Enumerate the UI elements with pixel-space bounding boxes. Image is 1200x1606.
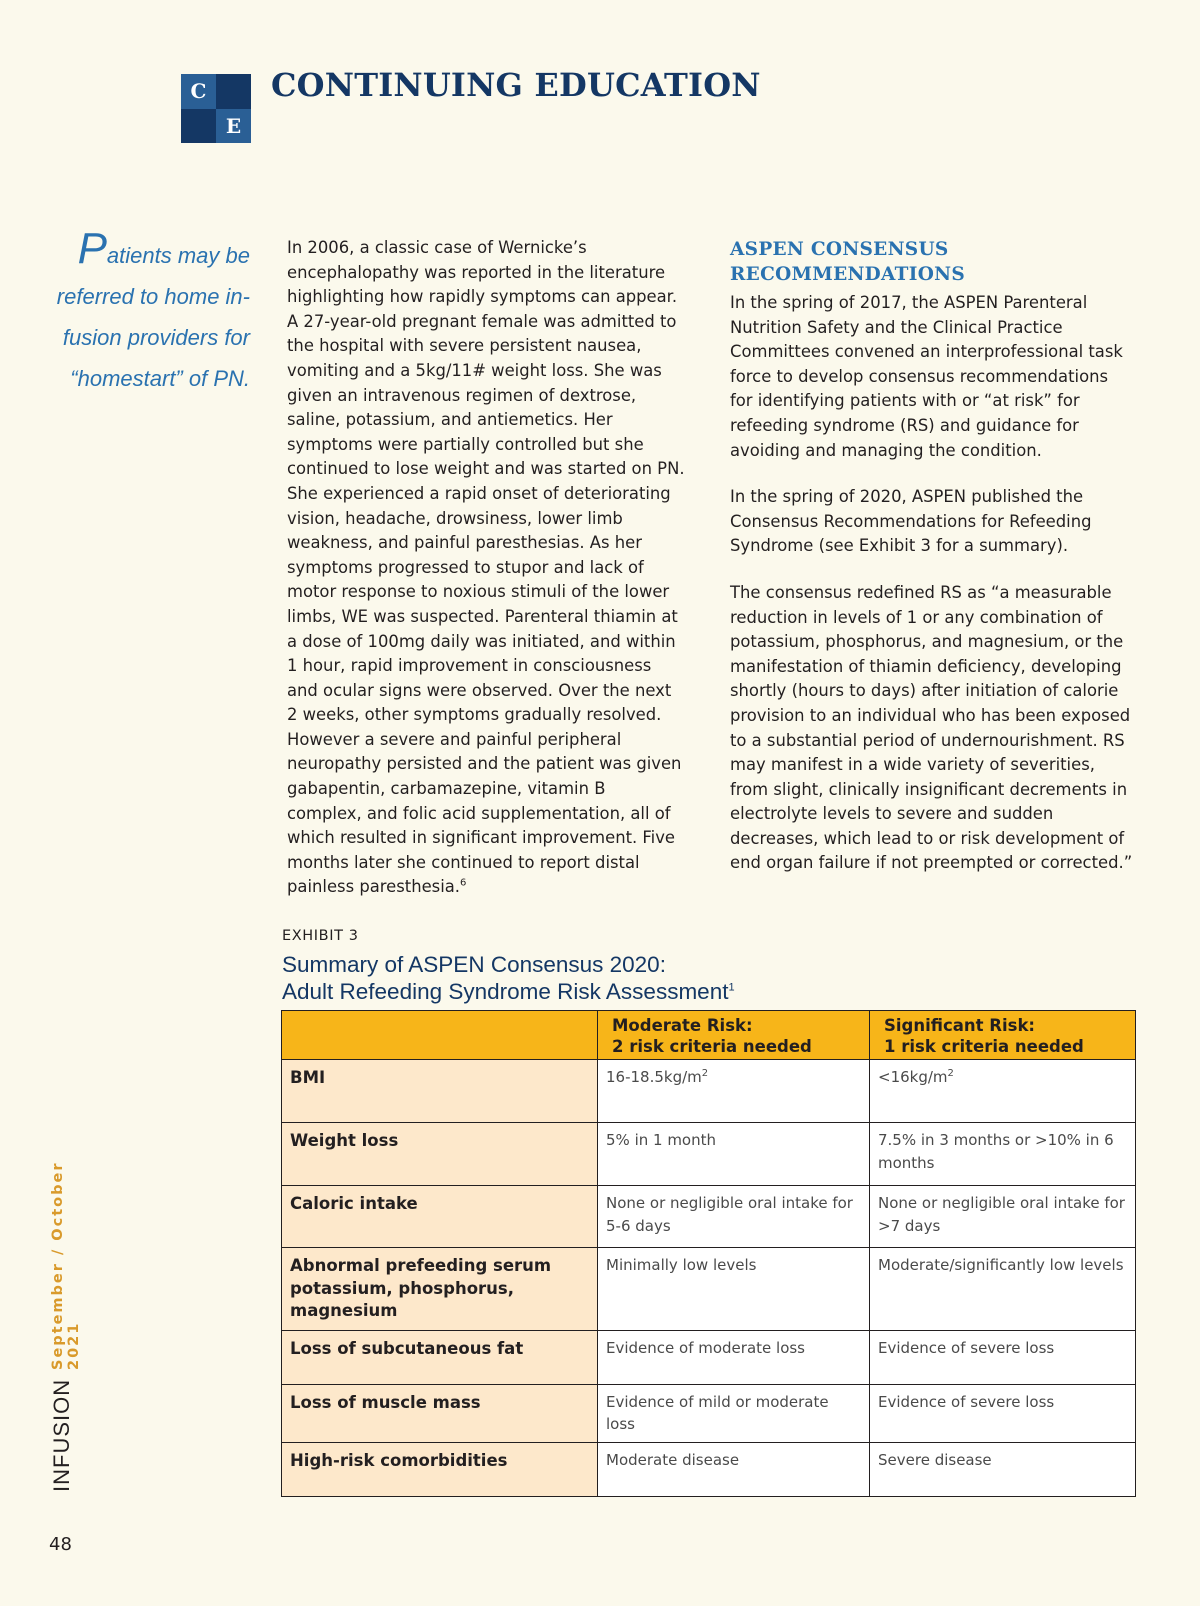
section-heading: ASPEN CONSENSUS RECOMMENDATIONS <box>730 239 965 285</box>
case-report-text: In 2006, a classic case of Wernicke’s encephalopathy was reported in the literature highlighting how rapidly symptoms can appear. A 27-year-old pregnant female was admitted to the hospital with severe persistent nausea, vomiting and a 5kg/11# weight loss. She was given an intravenous regimen of dextrose, saline, potassium, and antiemetics. Her symptoms were partially controlled but she continued to lose weight and was started on PN. She experienced a rapid onset of deteriorating vision, headache, drowsiness, lower limb weakness, and painful paresthesias. As her symptoms progressed to stupor and lack of motor response to noxious stimuli of the lower limbs, WE was suspected. Parenteral thiamin at a dose of 100mg daily was initiated, and within 1 hour, rapid improvement in consciousness and ocular signs were observed. Over the next 2 weeks, other symptoms gradually resolved. However a severe and painful peripheral neuropathy persisted and the patient was given gabapentin, carbamazepine, vitamin B complex, and folic acid supplementation, all of which resulted in significant improvement. Five months later she continued to report distal painless paresthesia. <box>287 238 685 897</box>
header-significant-subtitle: 1 risk criteria needed <box>884 1037 1084 1056</box>
logo-letter-c: C <box>181 74 216 109</box>
table-row <box>282 1330 1136 1384</box>
logo-letter-e: E <box>216 109 251 144</box>
ce-logo <box>181 74 251 143</box>
exhibit-title-line2: Adult Refeeding Syndrome Risk Assessment <box>282 979 729 1004</box>
right-column <box>730 238 1135 876</box>
significant-cell: None or negligible oral intake for >7 days <box>870 1186 1136 1248</box>
issue-date: September / October 2021 <box>50 1161 82 1370</box>
body-paragraph <box>287 236 685 900</box>
table-row <box>282 1248 1136 1331</box>
moderate-cell: 5% in 1 month <box>598 1123 870 1186</box>
page-number: 48 <box>49 1534 72 1555</box>
body-paragraph: The consensus redefined RS as “a measurable reduction in levels of 1 or any combination of potassium, phosphorus, and magnesium, or the manifestation of thiamin deficiency, developing shortly (hours to days) after initiation of calorie provision to an individual who has been exposed to a substantial period of undernourishment. RS may manifest in a wide variety of severities, from slight, clinically insignificant decrements in electrolyte levels to severe and sudden decreases, which lead to or risk development of end organ failure if not preempted or corrected.” <box>730 582 1133 873</box>
logo-square <box>216 74 251 109</box>
table-row <box>282 1186 1136 1248</box>
criterion-cell: Loss of muscle mass <box>282 1384 598 1442</box>
moderate-cell <box>598 1060 870 1123</box>
exhibit-label: EXHIBIT 3 <box>282 928 359 944</box>
table-row <box>282 1442 1136 1496</box>
header-moderate-subtitle: 2 risk criteria needed <box>612 1037 812 1056</box>
moderate-cell: Evidence of mild or moderate loss <box>598 1384 870 1442</box>
pull-quote-drop-cap: P <box>77 224 107 273</box>
significant-cell <box>870 1060 1136 1123</box>
table-row <box>282 1060 1136 1123</box>
logo-square <box>181 109 216 144</box>
criterion-cell: BMI <box>282 1060 598 1123</box>
significant-cell: Evidence of severe loss <box>870 1384 1136 1442</box>
header-significant-title: Significant Risk: <box>884 1016 1036 1035</box>
criterion-cell: Caloric intake <box>282 1186 598 1248</box>
footnote-ref: 1 <box>728 981 735 994</box>
header-moderate-title: Moderate Risk: <box>612 1016 753 1035</box>
moderate-cell: Moderate disease <box>598 1442 870 1496</box>
page-title: CONTINUING EDUCATION <box>271 66 761 104</box>
significant-cell: Moderate/significantly low levels <box>870 1248 1136 1331</box>
left-column <box>287 236 685 900</box>
moderate-cell: None or negligible oral intake for 5-6 days <box>598 1186 870 1248</box>
criterion-cell: Weight loss <box>282 1123 598 1186</box>
moderate-cell: Minimally low levels <box>598 1248 870 1331</box>
moderate-cell: Evidence of moderate loss <box>598 1330 870 1384</box>
table-row <box>282 1384 1136 1442</box>
criterion-cell: Abnormal prefeeding serum potassium, phosphorus, magnesium <box>282 1248 598 1331</box>
table-header-row <box>282 1011 1136 1060</box>
header-criterion <box>282 1011 598 1060</box>
criterion-cell: High-risk comorbidities <box>282 1442 598 1496</box>
header-significant-risk <box>870 1011 1136 1060</box>
infusion-logo: INFUSION <box>49 1378 74 1492</box>
pull-quote <box>40 224 250 399</box>
exhibit-title <box>282 951 735 1005</box>
significant-cell: 7.5% in 3 months or >10% in 6 months <box>870 1123 1136 1186</box>
footnote-ref: 6 <box>460 877 467 889</box>
body-paragraph: In the spring of 2017, the ASPEN Parenteral Nutrition Safety and the Clinical Practice Committees convened an interprofessional task force to develop consensus recommendations for identifying patients with or “at risk” for refeeding syndrome (RS) and guidance for avoiding and managing the condition. <box>730 293 1123 460</box>
exhibit-title-line1: Summary of ASPEN Consensus 2020: <box>282 952 666 977</box>
significant-value: <16kg/m <box>878 1068 948 1086</box>
table-row <box>282 1123 1136 1186</box>
pull-quote-text: atients may be referred to home in-fusion providers for “homestart” of PN. <box>56 243 250 391</box>
body-paragraph: In the spring of 2020, ASPEN published the Consensus Recommendations for Refeeding Syndrome (see Exhibit 3 for a summary). <box>730 487 1092 556</box>
criterion-cell: Loss of subcutaneous fat <box>282 1330 598 1384</box>
significant-cell: Severe disease <box>870 1442 1136 1496</box>
unit-superscript: 2 <box>701 1068 709 1079</box>
header-moderate-risk <box>598 1011 870 1060</box>
risk-assessment-table <box>281 1010 1136 1497</box>
moderate-value: 16-18.5kg/m <box>606 1068 702 1086</box>
significant-cell: Evidence of severe loss <box>870 1330 1136 1384</box>
unit-superscript: 2 <box>947 1068 954 1079</box>
